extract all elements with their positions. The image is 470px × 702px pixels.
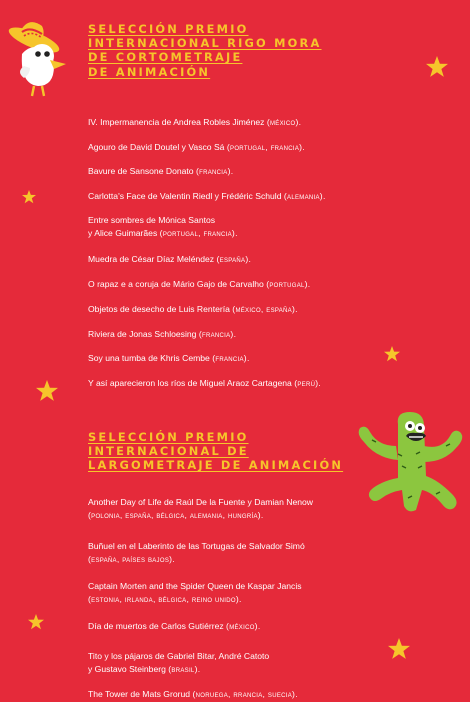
star-icon (28, 614, 44, 630)
film-entry-line (88, 116, 301, 129)
film-country: (francia). (195, 166, 234, 176)
film-entry (88, 328, 236, 341)
film-entry-line (88, 214, 238, 227)
film-entry (88, 214, 238, 240)
star-icon (426, 56, 448, 78)
film-entry-line (88, 650, 269, 663)
film-entry-line (88, 580, 302, 593)
film-country: (méxico). (226, 621, 261, 631)
film-title-director: Bavure de Sansone Donato (88, 166, 196, 176)
film-entry-line (88, 688, 298, 701)
film-country: (españa). (216, 254, 252, 264)
film-entry-line (88, 165, 233, 178)
film-title-director: Objetos de desecho de Luis Rentería (88, 304, 233, 314)
title-line: LARGOMETRAJE DE ANIMACIÓN (88, 458, 344, 473)
film-entry (88, 688, 298, 701)
film-country: (méxico). (266, 117, 302, 127)
film-entry-line (88, 352, 250, 365)
film-entry-line (88, 227, 238, 240)
short-film-section-title (88, 22, 322, 79)
film-country: (alemania). (283, 191, 326, 201)
film-entry-line (88, 278, 311, 291)
film-country: (brasil). (168, 664, 201, 674)
film-title-director: Another Day of Life de Raúl De la Fuente y Damian Nenow (88, 497, 313, 507)
film-entry (88, 303, 298, 316)
star-icon (36, 380, 58, 402)
title-line: INTERNACIONAL DE (88, 444, 249, 459)
film-title-director: The Tower de Mats Grorud (88, 689, 193, 699)
cactus-mascot-icon (356, 406, 470, 518)
film-country: (méxico, españa). (232, 304, 298, 314)
film-title-director: Muedra de César Díaz Meléndez (88, 254, 217, 264)
film-title-director: Agouro de David Doutel y Vasco Sá (88, 142, 227, 152)
film-title-director: Buñuel en el Laberinto de las Tortugas de Salvador Simó (88, 541, 305, 551)
film-entry (88, 540, 305, 566)
film-entry (88, 165, 233, 178)
film-title-director: Y así aparecieron los ríos de Miguel Araoz Cartagena (88, 378, 295, 388)
film-title-director: Entre sombres de Mónica Santos (88, 215, 216, 225)
film-country: (noruega, rrancia, suecia). (192, 689, 298, 699)
star-icon (384, 346, 400, 362)
film-entry-line (88, 593, 302, 606)
film-entry-line (88, 190, 326, 203)
film-title-director: Riviera de Jonas Schloesing (88, 329, 199, 339)
feature-film-section-title (88, 430, 343, 473)
film-title-director: y Alice Guimarães (88, 228, 160, 238)
film-entry-line (88, 303, 298, 316)
film-title-director: Captain Morten and the Spider Queen de Kaspar Jancis (88, 581, 302, 591)
film-entry (88, 650, 269, 676)
film-entry-line (88, 663, 269, 676)
film-country: (polonia, españa, bélgica, alemania, hungría). (88, 510, 264, 520)
title-line: INTERNACIONAL RIGO MORA (88, 36, 322, 51)
film-country: (portugal, francia). (159, 228, 238, 238)
title-line: DE ANIMACIÓN (88, 64, 211, 79)
film-entry-line (88, 253, 251, 266)
film-country: (francia). (198, 329, 237, 339)
film-title-director: Día de muertos de Carlos Gutiérrez (88, 621, 227, 631)
film-title-director: y Gustavo Steinberg (88, 664, 169, 674)
title-line: DE CORTOMETRAJE (88, 50, 243, 65)
film-country: (españa, países bajos). (88, 554, 175, 564)
star-icon (388, 638, 410, 660)
film-entry (88, 253, 251, 266)
film-title-director: Tito y los pájaros de Gabriel Bitar, André Catoto (88, 651, 270, 661)
film-entry-line (88, 509, 313, 522)
film-country: (portugal, francia). (226, 142, 305, 152)
film-entry-line (88, 496, 313, 509)
film-entry (88, 278, 311, 291)
film-entry (88, 496, 313, 522)
film-entry-line (88, 620, 261, 633)
film-entry (88, 377, 321, 390)
film-entry-line (88, 553, 305, 566)
film-entry-line (88, 540, 305, 553)
film-entry (88, 620, 261, 633)
film-title-director: Carlotta's Face de Valentin Riedl y Frédéric Schuld (88, 191, 284, 201)
film-title-director: IV. Impermanencia de Andrea Robles Jiménez (88, 117, 267, 127)
film-title-director: Soy una tumba de Khris Cembe (88, 353, 213, 363)
film-entry-line (88, 377, 321, 390)
film-entry-line (88, 141, 305, 154)
film-entry (88, 190, 326, 203)
film-country: (portugal). (266, 279, 311, 289)
film-entry-line (88, 328, 236, 341)
film-entry (88, 352, 250, 365)
bird-mascot-icon (4, 14, 74, 98)
film-entry (88, 141, 305, 154)
film-entry (88, 580, 302, 606)
film-country: (perú). (294, 378, 322, 388)
film-country: (francia). (212, 353, 250, 363)
title-line: SELECCIÓN PREMIO (88, 430, 249, 444)
film-country: (estonia, irlanda, bélgica, reino unido). (88, 594, 242, 604)
film-entry (88, 116, 301, 129)
title-line: SELECCIÓN PREMIO (88, 22, 249, 36)
film-title-director: O rapaz e a coruja de Mário Gajo de Carvalho (88, 279, 267, 289)
star-icon (22, 190, 36, 204)
